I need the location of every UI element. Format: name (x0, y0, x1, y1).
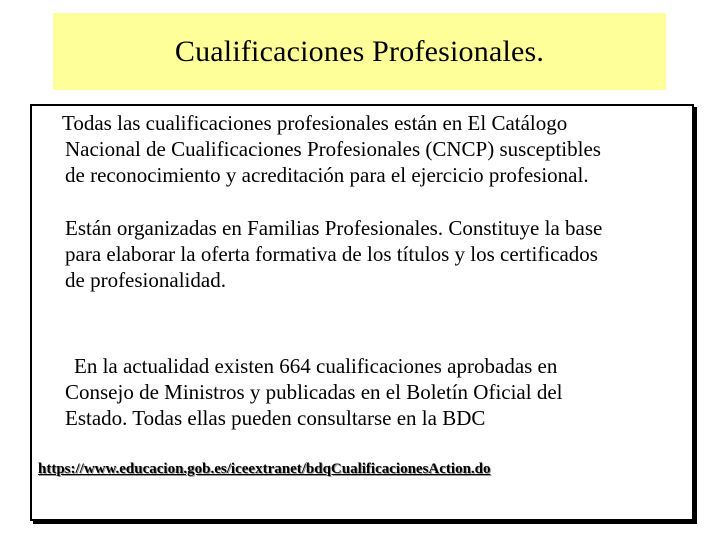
bdc-link[interactable]: https://www.educacion.gob.es/iceextranet/bdqCualificacionesAction.do (38, 461, 491, 477)
title-banner (53, 13, 666, 90)
paragraph-line: de profesionalidad. (65, 268, 226, 292)
paragraph-line: de reconocimiento y acreditación para el ejercicio profesional. (65, 163, 589, 187)
paragraph-line: Estado. Todas ellas pueden consultarse en la BDC (65, 406, 486, 430)
paragraph-familias (65, 215, 690, 293)
paragraph-actualidad (65, 353, 690, 431)
slide-title: Cualificaciones Profesionales. (174, 34, 545, 68)
paragraph-cncp (32, 110, 687, 188)
paragraph-line: Nacional de Cualificaciones Profesionales (CNCP) susceptibles (65, 137, 601, 161)
paragraph-line: para elaborar la oferta formativa de los títulos y los certificados (65, 242, 598, 266)
paragraph-line: Todas las cualificaciones profesionales están en El Catálogo (62, 111, 568, 135)
paragraph-line: Consejo de Ministros y publicadas en el Boletín Oficial del (65, 380, 563, 404)
paragraph-line: Están organizadas en Familias Profesionales. Constituye la base (65, 216, 603, 240)
paragraph-line: En la actualidad existen 664 cualificaciones aprobadas en (74, 354, 558, 378)
